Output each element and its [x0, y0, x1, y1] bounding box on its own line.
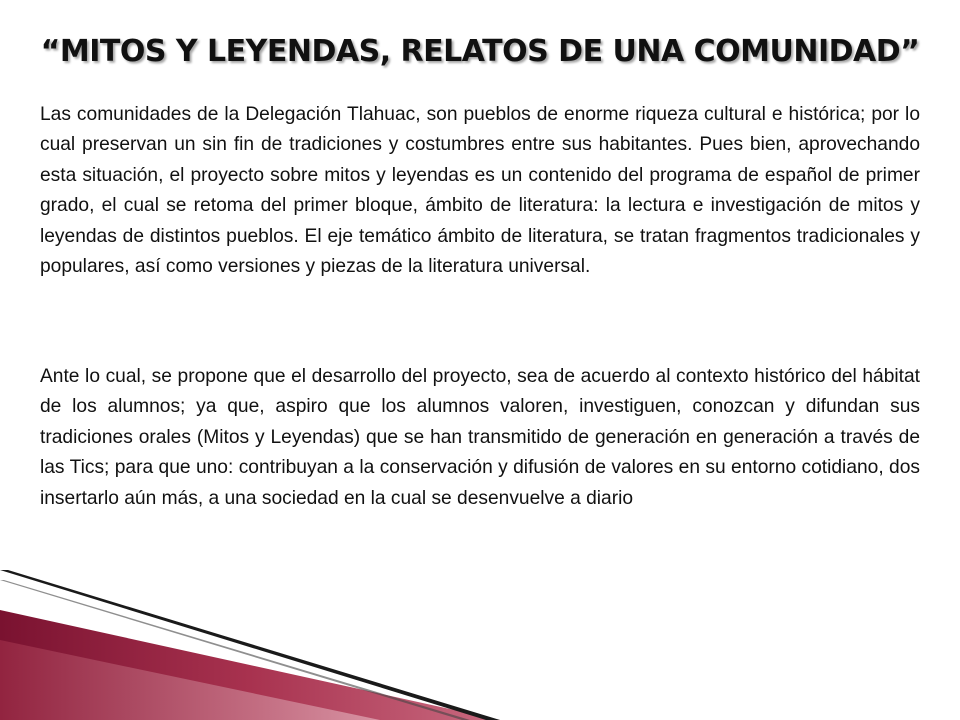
slide-title: “MITOS Y LEYENDAS, RELATOS DE UNA COMUNIDAD”	[40, 34, 920, 69]
corner-decoration	[0, 570, 500, 720]
paragraph-intro: Las comunidades de la Delegación Tlahuac, son pueblos de enorme riqueza cultural e histórica; por lo cual preservan un sin fin de tradiciones y costumbres entre sus habitantes. Pues bien, aprovechando esta situación, el proyecto sobre mitos y leyendas es un contenido del programa de español de primer grado, el cual se retoma del primer bloque, ámbito de literatura: la lectura e investigación de mitos y leyendas de distintos pueblos. El eje temático ámbito de literatura, se tratan fragmentos tradicionales y populares, así como versiones y piezas de la literatura universal.	[40, 104, 920, 278]
paragraph-proposal: Ante lo cual, se propone que el desarrollo del proyecto, sea de acuerdo al contexto histórico del hábitat de los alumnos; ya que, aspiro que los alumnos valoren, investiguen, conozcan y difundan sus tradiciones orales (Mitos y Leyendas) que se han transmitido de generación en generación a través de las Tics; para que uno: contribuyan a la conservación y difusión de valores en su entorno cotidiano, dos insertarlo aún más, a una sociedad en la cual se desenvuelve a diario	[40, 366, 920, 509]
